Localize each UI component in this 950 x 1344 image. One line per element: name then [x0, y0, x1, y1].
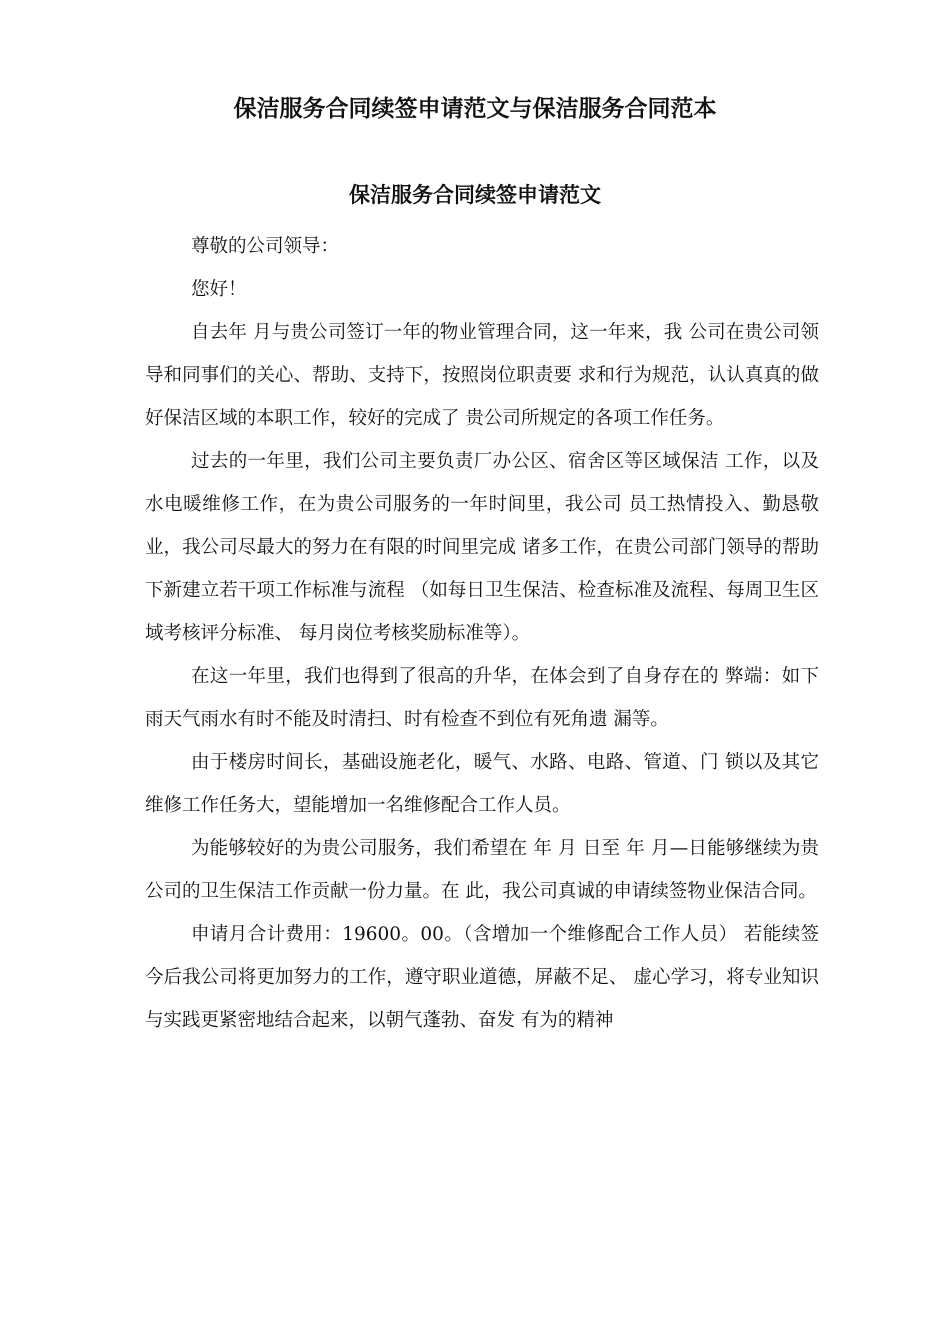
- greeting: 您好！: [191, 279, 247, 300]
- salutation: 尊敬的公司领导：: [191, 236, 340, 257]
- paragraph: 为能够较好的为贵公司服务，我们希望在 年 月 日至 年 月—日能够继续为贵公司的卫生保洁工作贡献一份力量。在 此，我公司真诚的申请续签物业保洁合同。: [145, 838, 819, 902]
- paragraph: 自去年 月与贵公司签订一年的物业管理合同，这一年来，我 公司在贵公司领导和同事们的关心、帮助、支持下，按照岗位职责要 求和行为规范，认认真真的做好保洁区域的本职工作，较好的完成了 贵公司所规定的各项工作任务。: [145, 322, 819, 429]
- paragraph: 在这一年里，我们也得到了很高的升华，在体会到了自身存在的 弊端：如下雨天气雨水有时不能及时清扫、时有检查不到位有死角遗 漏等。: [145, 666, 819, 730]
- section-title: 保洁服务合同续签申请范文: [349, 183, 601, 207]
- paragraph: 申请月合计费用：19600。00。（含增加一个维修配合工作人员） 若能续签今后我公司将更加努力的工作，遵守职业道德，屏蔽不足、 虚心学习，将专业知识与实践更紧密地结合起来，以朝气蓬勃、奋发 有为的精神: [145, 924, 819, 1031]
- letter-body: [145, 225, 819, 1042]
- paragraph: 由于楼房时间长，基础设施老化，暖气、水路、电路、管道、门 锁以及其它维修工作任务大，望能增加一名维修配合工作人员。: [145, 752, 819, 816]
- document-title: 保洁服务合同续签申请范文与保洁服务合同范本: [233, 96, 717, 122]
- paragraph: 过去的一年里，我们公司主要负责厂办公区、宿舍区等区域保洁 工作，以及水电暖维修工作，在为贵公司服务的一年时间里，我公司 员工热情投入、勤恳敬业，我公司尽最大的努力在有限的时间里完成 诸多工作，在贵公司部门领导的帮助下新建立若干项工作标准与流程 （如每日卫生保洁、检查标准及流程、每周卫生区域考核评分标准、 每月岗位考核奖励标准等）。: [145, 451, 819, 644]
